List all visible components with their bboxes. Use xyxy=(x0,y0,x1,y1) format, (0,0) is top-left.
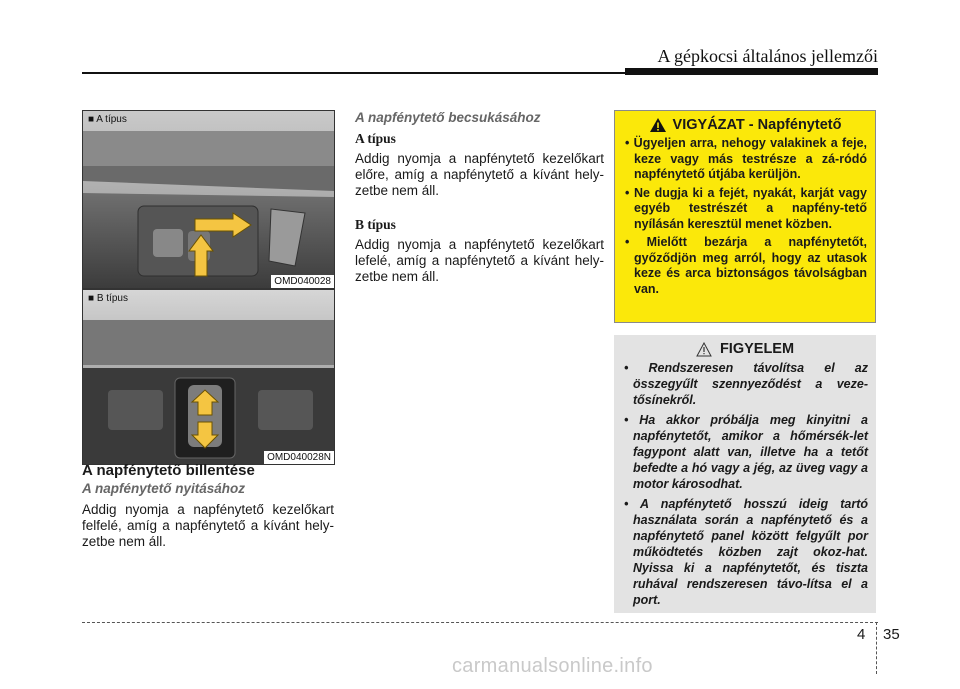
caution-item: • Ne dugja ki a fejét, nyakát, karját vagy egyéb testrészét a napfény-tető nyílásán keresztül menet közben. xyxy=(625,185,867,231)
overhead-console-a-illustration xyxy=(83,111,334,288)
close-section xyxy=(355,110,604,285)
page-number: 35 xyxy=(883,626,900,643)
caution-header xyxy=(623,117,867,133)
notice-list xyxy=(622,360,868,608)
figure-code: OMD040028N xyxy=(264,451,334,464)
type-b-heading: B típus xyxy=(355,217,396,232)
chapter-number: 4 xyxy=(857,626,866,643)
body-paragraph: Addig nyomja a napfénytető kezelőkart felfelé, amíg a napfénytető a kívánt hely-zetbe nem áll. xyxy=(82,502,334,549)
caution-title: VIGYÁZAT - Napfénytető xyxy=(672,117,842,133)
figure-type-label: ■ B típus xyxy=(88,293,128,304)
page-number-separator xyxy=(876,622,877,674)
caution-item: • Mielőtt bezárja a napfénytetőt, győződjön meg arról, hogy az utasok keze és arca biztonságos távolságban van. xyxy=(625,235,867,296)
caution-list xyxy=(623,136,867,297)
figure-type-a-photo xyxy=(82,110,335,289)
section-heading: A napfénytető billentése xyxy=(82,462,255,479)
overhead-console-b-illustration xyxy=(83,290,334,464)
notice-title: FIGYELEM xyxy=(719,341,795,357)
notice-triangle-icon xyxy=(696,342,712,357)
header-rule xyxy=(82,72,627,74)
body-paragraph: Addig nyomja a napfénytető kezelőkart előre, amíg a napfénytető a kívánt hely-zetbe nem áll. xyxy=(355,151,604,198)
footer-rule xyxy=(82,622,878,623)
section-subheading: A napfénytető becsukásához xyxy=(355,110,541,125)
notice-box xyxy=(614,335,876,613)
body-paragraph: Addig nyomja a napfénytető kezelőkart lefelé, amíg a napfénytető a kívánt hely-zetbe nem áll. xyxy=(355,237,604,284)
notice-item: • Ha akkor próbálja meg kinyitni a napfénytetőt, amikor a hőmérsék-let fagypont alatt van, illetve ha a tetőt befedte a hó vagy a jég, az üveg vagy a motor károsodhat. xyxy=(624,413,868,491)
caution-item: • Ügyeljen arra, nehogy valakinek a feje, keze vagy más testrésze a zá-ródó napfénytető útjába kerüljön. xyxy=(625,136,867,181)
notice-item: • A napfénytető hosszú ideig tartó használata során a napfénytető és a napfénytető panel között felgyűlt por működtetés közben zajt okoz-hat. Nyissa ki a napfénytetőt, és tiszta ruhával rendszeresen távo-lítsa el a port. xyxy=(624,497,868,607)
type-a-heading: A típus xyxy=(355,131,396,146)
header-rule-accent xyxy=(625,68,878,75)
chapter-header-title: A gépkocsi általános jellemzői xyxy=(657,46,878,66)
notice-item: • Rendszeresen távolítsa el az összegyűlt szennyeződést a veze-tősínekről. xyxy=(624,361,868,407)
warning-triangle-icon xyxy=(649,117,667,133)
notice-header xyxy=(622,341,868,357)
watermark: carmanualsonline.info xyxy=(452,655,653,677)
tilt-section xyxy=(82,462,334,550)
figure-type-b-photo xyxy=(82,289,335,465)
figure-code: OMD040028 xyxy=(271,275,334,288)
caution-box xyxy=(614,110,876,323)
section-subheading: A napfénytető nyitásához xyxy=(82,481,246,496)
figure-type-label: ■ A típus xyxy=(88,114,127,125)
